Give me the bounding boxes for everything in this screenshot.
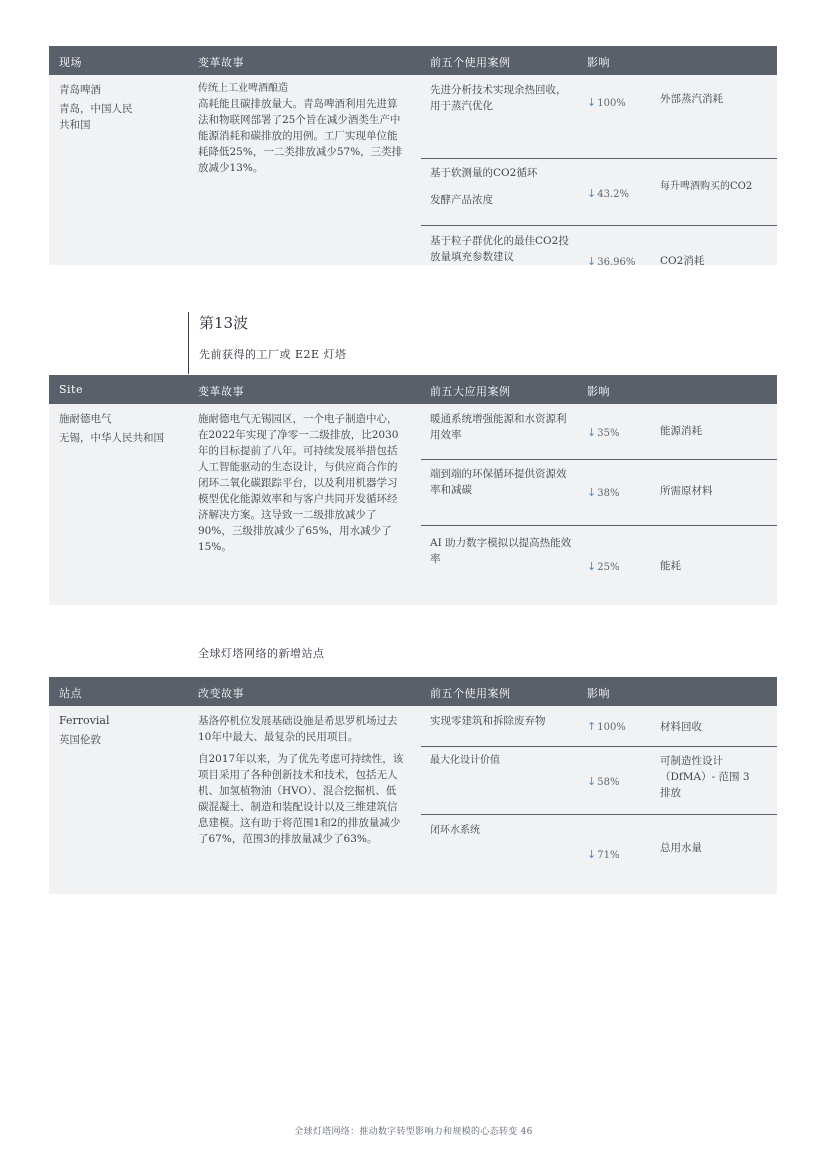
header-story: 变革故事 — [198, 56, 244, 69]
impact-value — [587, 255, 635, 268]
use-case-row — [421, 159, 777, 226]
header-impact: 影响 — [587, 56, 610, 69]
impact-number: 36.96% — [597, 257, 636, 268]
use-case-row — [421, 747, 777, 815]
impact-metric: 材料回收 — [660, 721, 702, 733]
header-impact: 影响 — [587, 385, 610, 398]
impact-number: 25% — [597, 562, 620, 573]
header-impact: 影响 — [587, 687, 610, 700]
use-case-row — [421, 526, 777, 605]
use-case-row — [421, 226, 777, 268]
use-case-text: 端到端的环保循环提供资源效率和减碳 — [430, 468, 567, 496]
story-text: 施耐德电气无锡园区，一个电子制造中心，在2022年实现了净零一二级排放，比2030年的目标提前了八年。可持续发展举措包括人工智能驱动的生态设计，与供应商合作的闭环二氧化碳跟踪平台，以及利用机器学习模型优化能源效率和与客户共同开发循环经济解决方案。这导致一二级排放减少了90%，三级排放减少了65%，用水减少了15%。 — [198, 413, 399, 553]
story-cell — [198, 82, 406, 176]
use-case-row — [421, 75, 777, 159]
impact-value — [587, 96, 626, 109]
use-case-text: 先进分析技术实现余热回收，用于蒸汽优化 — [430, 84, 567, 112]
header-site: 站点 — [59, 687, 82, 700]
impact-value — [587, 486, 619, 499]
impact-number: 100% — [597, 98, 626, 109]
site-cell — [59, 411, 189, 446]
impact-number: 58% — [597, 777, 620, 788]
use-case-row — [421, 404, 777, 460]
use-case-text: 基于粒子群优化的最佳CO2投放量填充参数建议 — [430, 235, 569, 263]
schneider-table — [49, 375, 777, 605]
use-case-text: 闭环水系统 — [430, 825, 480, 836]
table-header — [49, 46, 777, 75]
header-use-cases: 前五大应用案例 — [430, 385, 511, 398]
use-case-text: 实现零建筑和拆除废弃物 — [430, 715, 546, 727]
arrow-down-icon: ↓ — [587, 255, 597, 268]
arrow-down-icon: ↓ — [587, 560, 597, 573]
use-case-text-line1: 基于软测量的CO2循环 — [430, 167, 538, 179]
impact-value — [587, 560, 619, 573]
arrow-down-icon: ↓ — [587, 775, 597, 788]
wave13-heading — [188, 312, 347, 374]
new-sites-heading: 全球灯塔网络的新增站点 — [198, 647, 325, 660]
header-story: 改变故事 — [198, 687, 244, 700]
story-paragraph-2: 自2017年以来，为了优先考虑可持续性，该项目采用了各种创新技术和技术，包括无人机、加氢植物油（HVO）、混合挖掘机、低碳混凝土、制造和装配设计以及三维建筑信息建模。这有助于将范围1和2的排放量减少了67%，范围3的排放量减少了63%。 — [198, 753, 404, 845]
story-line1: 传统上工业啤酒酿造 — [198, 83, 288, 94]
header-use-cases: 前五个使用案例 — [430, 56, 511, 69]
site-location-line2: 共和国 — [59, 119, 91, 131]
impact-metric: 总用水量 — [660, 842, 702, 854]
use-case-row — [421, 460, 777, 526]
impact-number: 35% — [597, 428, 620, 439]
arrow-up-icon: ↑ — [587, 720, 597, 733]
use-case-text: AI 助力数字模拟以提高热能效率 — [430, 537, 572, 565]
impact-metric: 可制造性设计（DfMA）- 范围 3 排放 — [660, 755, 750, 799]
table-header — [49, 375, 777, 404]
impact-number: 43.2% — [597, 189, 629, 200]
table-header — [49, 677, 777, 706]
use-case-row — [421, 706, 777, 747]
ferrovial-table — [49, 677, 777, 894]
impact-metric: 每升啤酒购买的CO2 — [660, 181, 753, 192]
impact-value — [587, 720, 626, 733]
impact-metric: 所需原材料 — [660, 485, 713, 497]
arrow-down-icon: ↓ — [587, 486, 597, 499]
impact-metric: CO2消耗 — [660, 255, 705, 267]
story-text: 高耗能且碳排放量大。青岛啤酒利用先进算法和物联网部署了25个旨在减少酒类生产中能源消耗和碳排放的用例。工厂实现单位能耗降低25%，一二类排放减少57%，三类排放减少13%。 — [198, 98, 403, 174]
impact-metric: 能源消耗 — [660, 425, 702, 437]
site-cell — [59, 82, 189, 133]
arrow-down-icon: ↓ — [587, 848, 597, 861]
use-case-row — [421, 815, 777, 894]
arrow-down-icon: ↓ — [587, 187, 597, 200]
impact-metric: 外部蒸汽消耗 — [660, 93, 723, 105]
arrow-down-icon: ↓ — [587, 426, 597, 439]
header-site: Site — [59, 383, 83, 396]
use-case-text-line2: 发酵产品浓度 — [430, 194, 493, 206]
use-case-text: 最大化设计价值 — [430, 755, 500, 766]
site-name: 青岛啤酒 — [59, 84, 101, 96]
wave13-title: 第13波 — [199, 314, 249, 332]
site-location: 无锡，中华人民共和国 — [59, 432, 164, 444]
header-story: 变革故事 — [198, 385, 244, 398]
site-location: 英国伦敦 — [59, 734, 101, 746]
impact-value — [587, 848, 619, 861]
story-cell — [198, 713, 406, 847]
impact-metric: 能耗 — [660, 560, 681, 572]
header-site: 现场 — [59, 56, 82, 69]
use-case-text: 暖通系统增强能源和水资源利用效率 — [430, 413, 567, 441]
site-name: 施耐德电气 — [59, 413, 112, 425]
header-use-cases: 前五个使用案例 — [430, 687, 511, 700]
impact-value — [587, 426, 619, 439]
story-paragraph-1: 基洛停机位发展基础设施是希思罗机场过去10年中最大、最复杂的民用项目。 — [198, 715, 398, 743]
site-cell — [59, 713, 189, 748]
impact-value — [587, 775, 619, 788]
qingdao-beer-table — [49, 46, 777, 268]
arrow-down-icon: ↓ — [587, 96, 597, 109]
site-location-line1: 青岛，中国人民 — [59, 103, 133, 115]
site-name: Ferrovial — [59, 714, 110, 727]
page-footer: 全球灯塔网络：推动数字转型影响力和规模的心态转变 46 — [294, 1127, 533, 1137]
impact-number: 71% — [597, 850, 620, 861]
impact-number: 38% — [597, 488, 620, 499]
use-case-text — [430, 165, 572, 208]
impact-number: 100% — [597, 722, 626, 733]
impact-value — [587, 187, 629, 200]
wave13-subtitle: 先前获得的工厂或 E2E 灯塔 — [199, 348, 347, 361]
